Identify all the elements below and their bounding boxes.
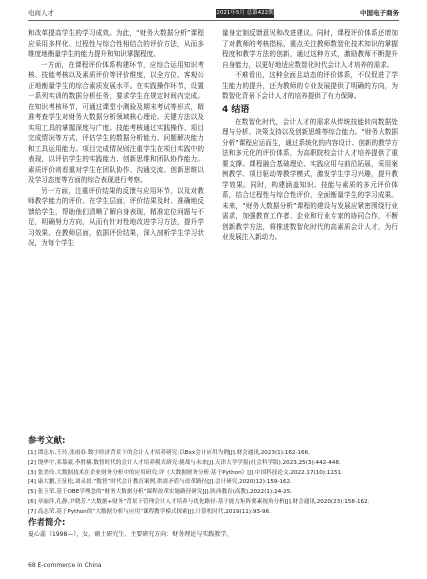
paragraph: 不难看出，这种全面且动态的评价体系，不仅促进了学生能力的提升，还为教师的专业发展提供了明确的方向，为数智化背景下会计人才的培养提供了有力保障。 bbox=[222, 71, 398, 100]
reference-item: [7] 高志荣.基于Python的“大数据分析与应用”课程教学模式探索[J].计算机时代,2019(11):93-96. bbox=[28, 508, 271, 515]
issue-badge: 2021年5月 总第422期 bbox=[216, 10, 274, 16]
reference-item: [2] 饶华宇,邓慕豪,李胜楠.数智时代的会计人才培养模式研究:挑战与未来[J].天津大学学报(社会科学版),2023,25(3):442-448. bbox=[28, 459, 341, 466]
brand-label: 中国电子商务 bbox=[360, 9, 399, 17]
page-header bbox=[28, 8, 399, 21]
reference-item: [6] 章丽萍,孔静,尹晓芳.“大数据+财务”背景下管理会计人才培养与优化路径:基于能力矩阵要素视角分析[J].财会通讯,2020(23):158-162. bbox=[28, 498, 370, 505]
author-text: 夏心蕊（1998—），女，硕士研究生，主要研究方向：财务理论与实践教学。 bbox=[28, 531, 233, 538]
reference-item: [4] 康大鹏,王征松,刘灵晨.“数智”时代会计教育案例,供需矛盾与改革路径[J].会计研究,2020(12):159-162. bbox=[28, 479, 292, 486]
left-column bbox=[28, 28, 204, 249]
paragraph: 另一方面，注重评价结果的反馈与应用环节，以及对教师教学能力的评价。在学生层面，评价结果及时、准确地反馈给学生，帮助他们清晰了解自身表现，精准定位问题与不足，明确努力方向，从而有针对性地改进学习方法，提升学习效果。在教师层面，依据评价结果，深入剖析学生学习状况，为每个学生 bbox=[28, 186, 204, 247]
paragraph: 和改革提高学生的学习成效。为此，“财务大数据分析”课程应采用多样化、过程性与综合性相结合的评价方法，从而多维度地衡量学生的能力提升和知识掌握程度。 bbox=[28, 29, 204, 58]
reference-item: [3] 张美玲.大数据技术在企业财务分析中的应用研究:评《大数据财务分析:基于Python》[J].中国科技论文,2022,17(10):1151. bbox=[28, 469, 343, 476]
reference-item: [1] 谭志东,王玲,张雨春.数字经济背景下的会计人才培养研究:以Bxx会计应用为例[J].财会通讯,2023(1):162-166. bbox=[28, 450, 310, 456]
right-column bbox=[222, 28, 398, 243]
paragraph: 量身定制反馈意见和改进建议。同时，课程评价体系还增加了对教师的考核指标，重点关注教师数智化技术知识的掌握程度和教学方法的创新，通过这种方式，激励教师不断提升自身能力，以更好地适应数智化时代会计人才培养的需求。 bbox=[222, 29, 398, 69]
author-title: 作者简介: bbox=[28, 518, 66, 528]
reference-list bbox=[28, 449, 400, 518]
reference-item: [5] 张玉荣.基于OBE学理念的“财务大数据分析”课程改革实施路径研究[J].陕西教育(高教),2022(1):24-25. bbox=[28, 489, 293, 496]
references-title: 参考文献: bbox=[28, 436, 66, 446]
page-footer: 68 E-commerce in China bbox=[28, 562, 102, 569]
references bbox=[28, 434, 400, 518]
journal-label: 电商人才 bbox=[28, 9, 54, 17]
paragraph: 一方面，在课程评价体系构建环节，应综合运用知识考核、技能考核以及素质评价等评价维度，以全方位、客观公正地衡量学生的综合素质发展水平。在实践操作环节，设置一系列实训的数据分析任务，要求学生在规定时间内完成。在知识考核环节，可通过课堂小测验及期末考试等形式，精准考查学生对财务大数据分析领域核心理论、关键方法以及实用工具的掌握深度与广度。技能考核通过实践操作、项目完成情况等方式，评估学生的数据分析能力、问题解决能力和工具运用能力。项目完成情况则注重学生在项目实践中的表现，以评估学生的实践能力、创新思维和团队协作能力。素质评价则看重对学生在团队协作、沟通交流、创新思维以及学习态度等方面的综合表现进行考察。 bbox=[28, 60, 204, 184]
paragraph: 在数智化时代，会计人才的需求从传统技能转向数据处理与分析、决策支持以及创新思维等综合能力。“财务大数据分析”课程应运而生，通过系统化的内容设计、创新的教学方法和多元化的评价体系，为高职院校会计人才培养提供了重要支撑。课程融合基础理论、实践应用与前沿拓展，采用案例教学、项目驱动等教学模式，激发学生学习兴趣，提升教学效果。同时，构建涵盖知识、技能与素质的多元评价体系，结合过程性与综合性评价，全面衡量学生的学习成果。未来，“财务大数据分析”课程的建设与发展应紧密围绕行业需求，加强教育工作者、企业和行业专家的协同合作，不断创新教学方法，将推进数智化时代的高素质会计人才，为行业发展注入新动力。 bbox=[222, 117, 398, 241]
section-title: 4 结语 bbox=[222, 104, 250, 115]
author-info bbox=[28, 516, 400, 540]
